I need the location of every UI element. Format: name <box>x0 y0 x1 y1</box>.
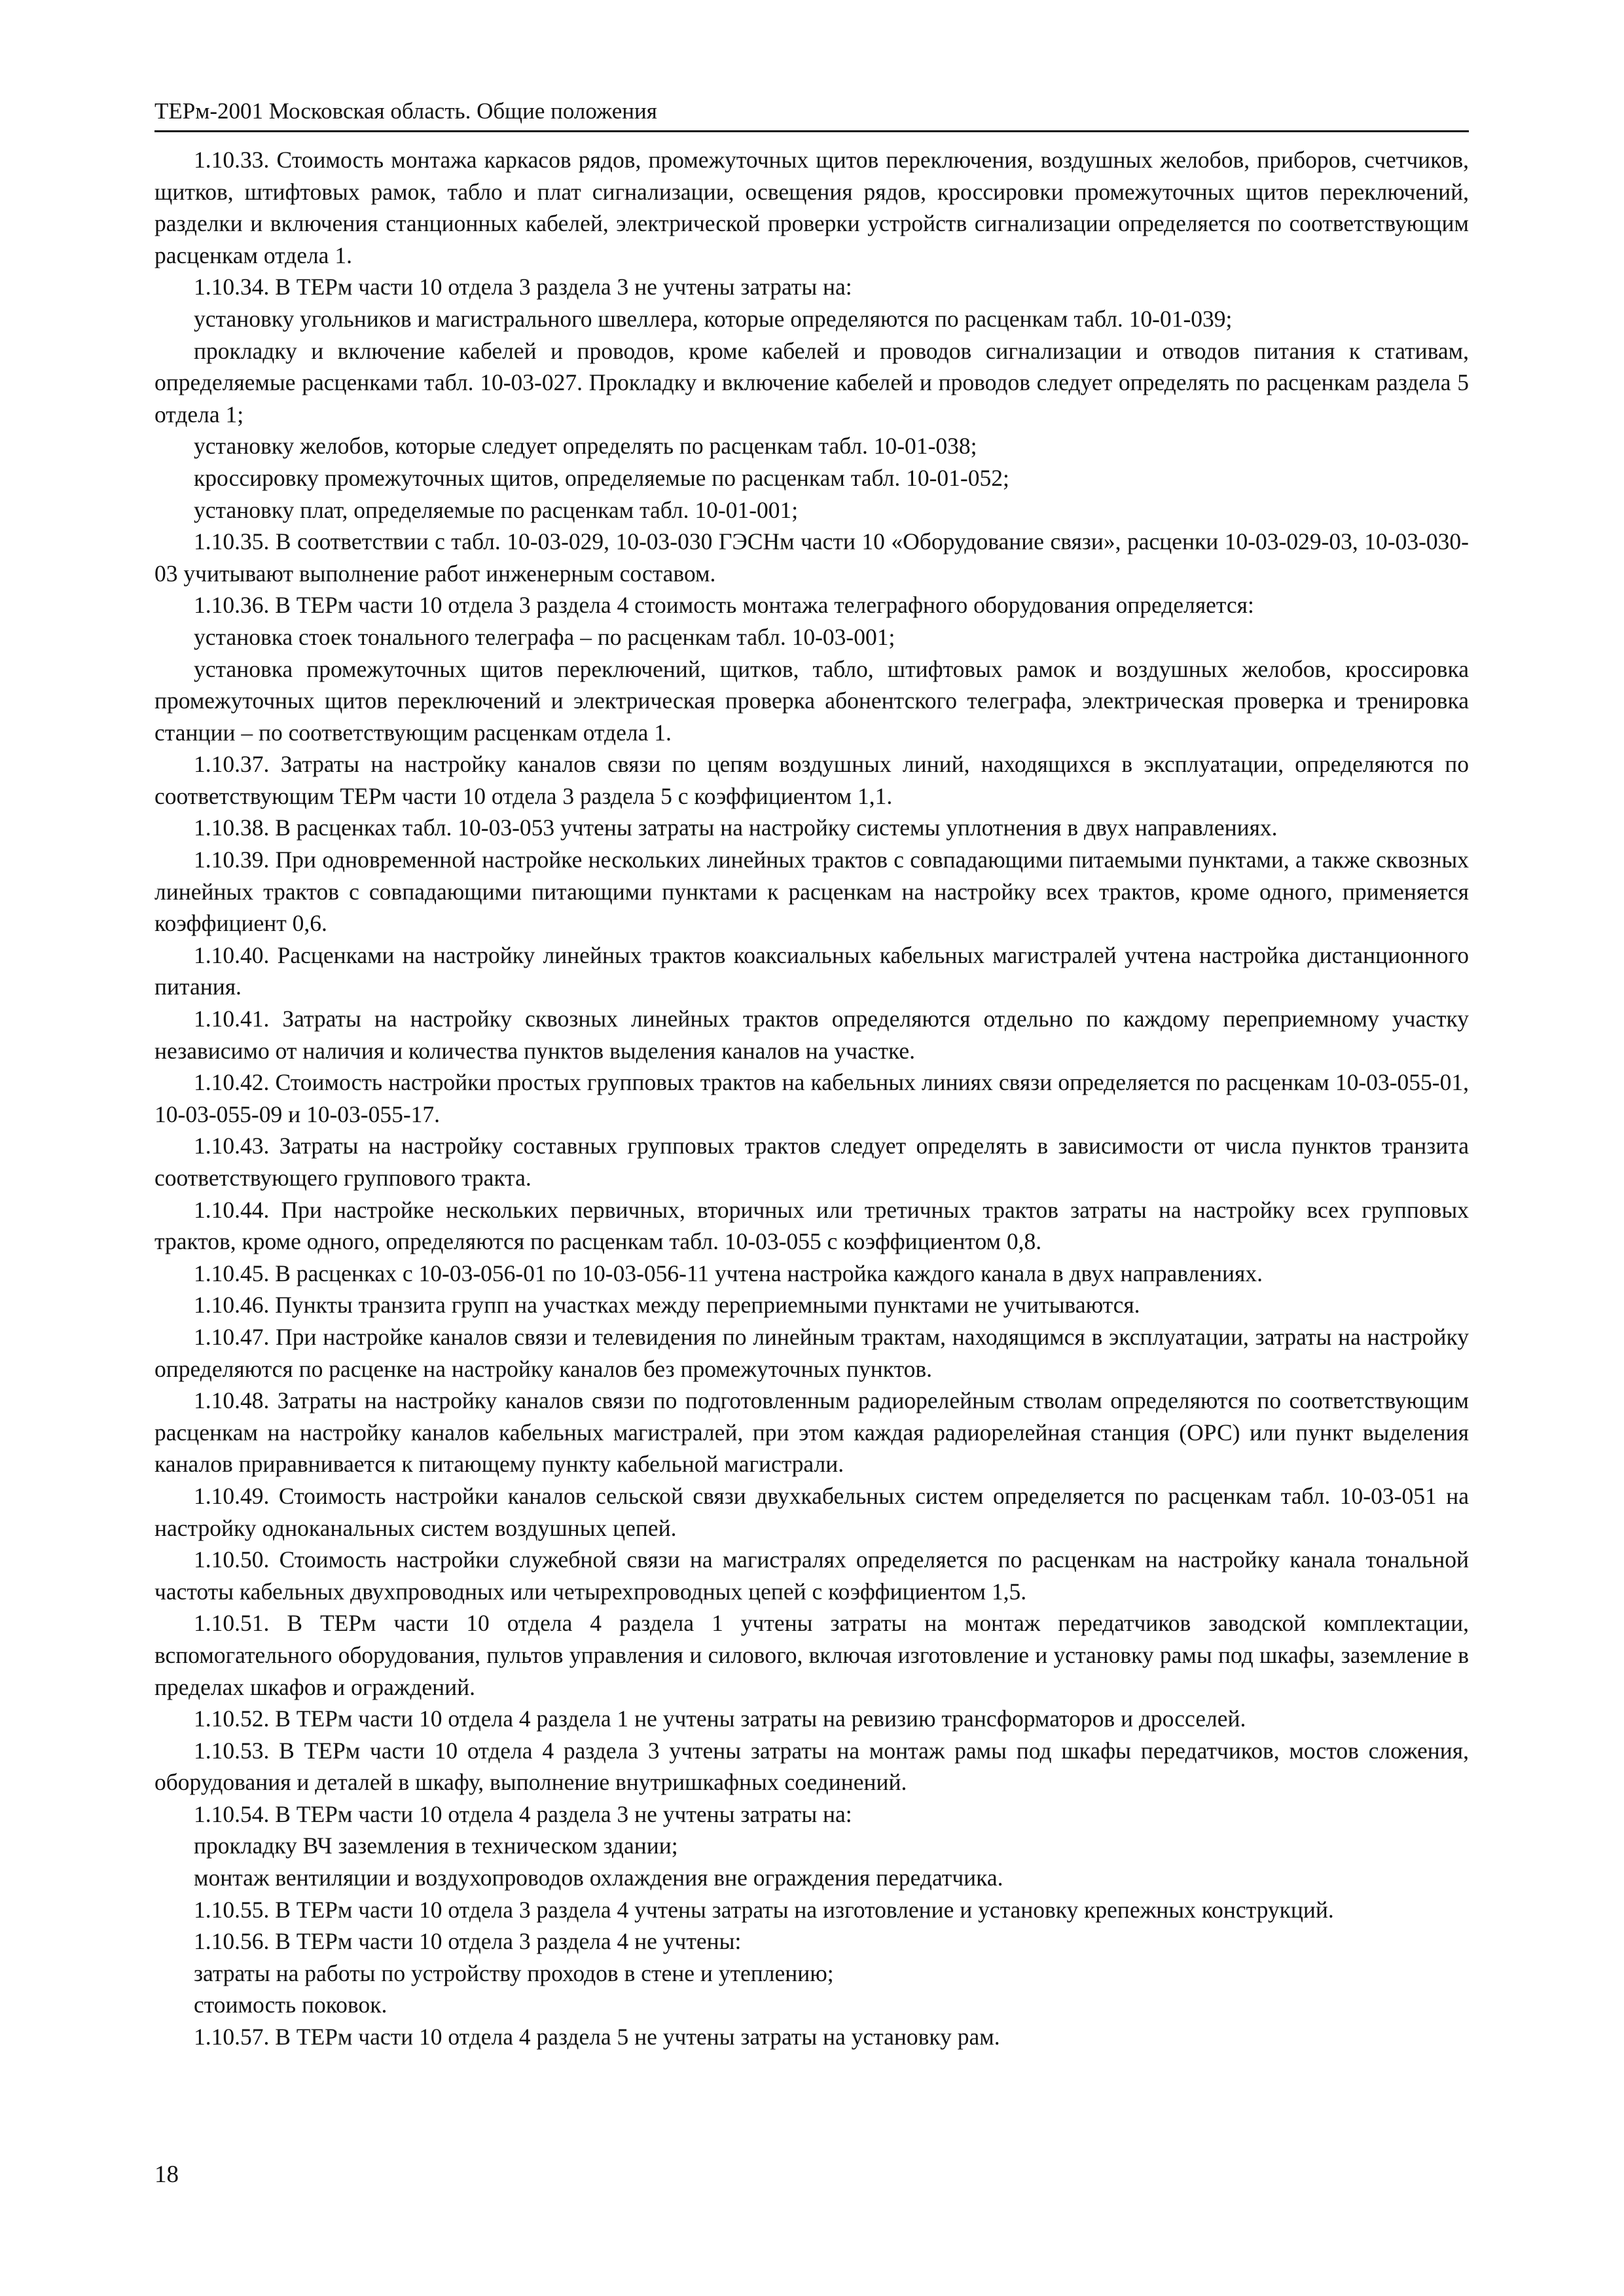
paragraph: прокладку ВЧ заземления в техническом здании; <box>194 1832 678 1859</box>
paragraph: 1.10.45. В расценках с 10-03-056-01 по 10-03-056-11 учтена настройка каждого канала в двух направлениях. <box>194 1260 1263 1286</box>
paragraph: установка промежуточных щитов переключений, щитков, табло, штифтовых рамок и воздушных желобов, кроссировка промежуточных щитов переключений и электрическая проверка абонентского телеграфа, электрическая проверка и тренировка станции – по соответствующим расценкам отдела 1. <box>154 655 1469 746</box>
paragraph: 1.10.41. Затраты на настройку сквозных линейных трактов определяются отдельно по каждому переприемному участку независимо от наличия и количества пунктов выделения каналов на участке. <box>154 1006 1469 1064</box>
paragraph: 1.10.43. Затраты на настройку составных групповых трактов следует определять в зависимости от числа пунктов транзита соответствующего группового тракта. <box>154 1133 1469 1191</box>
paragraph: 1.10.34. В ТЕРм части 10 отдела 3 раздела 3 не учтены затраты на: <box>194 274 852 301</box>
document-body <box>154 144 1469 2053</box>
running-header: ТЕРм-2001 Московская область. Общие положения <box>154 98 657 124</box>
paragraph: 1.10.38. В расценках табл. 10-03-053 учтены затраты на настройку системы уплотнения в двух направлениях. <box>194 814 1278 841</box>
paragraph: 1.10.39. При одновременной настройке нескольких линейных трактов с совпадающими питаемыми пунктами, а также сквозных линейных трактов с совпадающими питающими пунктами к расценкам на настройку всех трактов, кроме одного, применяется коэффициент 0,6. <box>154 847 1469 937</box>
paragraph: 1.10.40. Расценками на настройку линейных трактов коаксиальных кабельных магистралей учтена настройка дистанционного питания. <box>154 941 1469 1000</box>
paragraph: установку угольников и магистрального швеллера, которые определяются по расценкам табл. 10-01-039; <box>194 305 1233 332</box>
paragraph: 1.10.46. Пункты транзита групп на участках между переприемными пунктами не учитываются. <box>194 1292 1140 1319</box>
paragraph: 1.10.42. Стоимость настройки простых групповых трактов на кабельных линиях связи определяется по расценкам 10-03-055-01, 10-03-055-09 и 10-03-055-17. <box>154 1069 1469 1127</box>
page-number: 18 <box>154 2161 179 2188</box>
paragraph: 1.10.48. Затраты на настройку каналов связи по подготовленным радиорелейным стволам определяются по соответствующим расценкам на настройку каналов кабельных магистралей, при этом каждая радиорелейная станция (ОРС) или пункт выделения каналов приравнивается к питающему пункту кабельной магистрали. <box>154 1387 1469 1478</box>
paragraph: установка стоек тонального телеграфа – по расценкам табл. 10-03-001; <box>194 623 895 650</box>
paragraph: 1.10.53. В ТЕРм части 10 отдела 4 раздела 3 учтены затраты на монтаж рамы под шкафы передатчиков, мостов сложения, оборудования и деталей в шкафу, выполнение внутришкафных соединений. <box>154 1737 1469 1796</box>
paragraph: установку плат, определяемые по расценкам табл. 10-01-001; <box>194 496 799 523</box>
paragraph: 1.10.47. При настройке каналов связи и телевидения по линейным трактам, находящимся в эксплуатации, затраты на настройку определяются по расценке на настройку каналов без промежуточных пунктов. <box>154 1323 1469 1382</box>
paragraph: 1.10.57. В ТЕРм части 10 отдела 4 раздела 5 не учтены затраты на установку рам. <box>194 2024 1000 2050</box>
paragraph: 1.10.37. Затраты на настройку каналов связи по цепям воздушных линий, находящихся в эксплуатации, определяются по соответствующим ТЕРм части 10 отдела 3 раздела 5 с коэффициентом 1,1. <box>154 751 1469 809</box>
paragraph: 1.10.49. Стоимость настройки каналов сельской связи двухкабельных систем определяется по расценкам табл. 10-03-051 на настройку одноканальных систем воздушных цепей. <box>154 1482 1469 1541</box>
paragraph: установку желобов, которые следует определять по расценкам табл. 10-01-038; <box>194 433 977 460</box>
paragraph: монтаж вентиляции и воздухопроводов охлаждения вне ограждения передатчика. <box>194 1865 1003 1891</box>
paragraph: 1.10.36. В ТЕРм части 10 отдела 3 раздела 4 стоимость монтажа телеграфного оборудования определяется: <box>194 592 1254 619</box>
paragraph: 1.10.52. В ТЕРм части 10 отдела 4 раздела 1 не учтены затраты на ревизию трансформаторов и дросселей. <box>194 1705 1246 1732</box>
paragraph: 1.10.55. В ТЕРм части 10 отдела 3 раздела 4 учтены затраты на изготовление и установку крепежных конструкций. <box>194 1896 1334 1923</box>
paragraph: 1.10.51. В ТЕРм части 10 отдела 4 раздела 1 учтены затраты на монтаж передатчиков заводской комплектации, вспомогательного оборудования, пультов управления и силового, включая изготовление и установку рамы под шкафы, заземление в пределах шкафов и ограждений. <box>154 1610 1469 1700</box>
paragraph: стоимость поковок. <box>194 1992 388 2018</box>
header-rule <box>154 130 1469 132</box>
paragraph: 1.10.54. В ТЕРм части 10 отдела 4 раздела 3 не учтены затраты на: <box>194 1800 852 1827</box>
paragraph: 1.10.44. При настройке нескольких первичных, вторичных или третичных трактов затраты на настройку всех групповых трактов, кроме одного, определяются по расценкам табл. 10-03-055 с коэффициентом 0,8. <box>154 1196 1469 1255</box>
paragraph: затраты на работы по устройству проходов в стене и утеплению; <box>194 1959 834 1986</box>
paragraph: прокладку и включение кабелей и проводов, кроме кабелей и проводов сигнализации и отводов питания к стативам, определяемые расценками табл. 10-03-027. Прокладку и включение кабелей и проводов следует определять по расценкам раздела 5 отдела 1; <box>154 337 1469 428</box>
paragraph: 1.10.56. В ТЕРм части 10 отдела 3 раздела 4 не учтены: <box>194 1928 742 1955</box>
paragraph: 1.10.33. Стоимость монтажа каркасов рядов, промежуточных щитов переключения, воздушных желобов, приборов, счетчиков, щитков, штифтовых рамок, табло и плат сигнализации, освещения рядов, кроссировки промежуточных щитов переключений, разделки и включения станционных кабелей, электрической проверки устройств сигнализации определяется по соответствующим расценкам отдела 1. <box>154 147 1469 268</box>
paragraph: кроссировку промежуточных щитов, определяемые по расценкам табл. 10-01-052; <box>194 464 1009 491</box>
paragraph: 1.10.50. Стоимость настройки служебной связи на магистралях определяется по расценкам на настройку канала тональной частоты кабельных двухпроводных или четырехпроводных цепей с коэффициентом 1,5. <box>154 1546 1469 1605</box>
paragraph: 1.10.35. В соответствии с табл. 10-03-029, 10-03-030 ГЭСНм части 10 «Оборудование связи», расценки 10-03-029-03, 10-03-030-03 учитывают выполнение работ инженерным составом. <box>154 528 1469 587</box>
